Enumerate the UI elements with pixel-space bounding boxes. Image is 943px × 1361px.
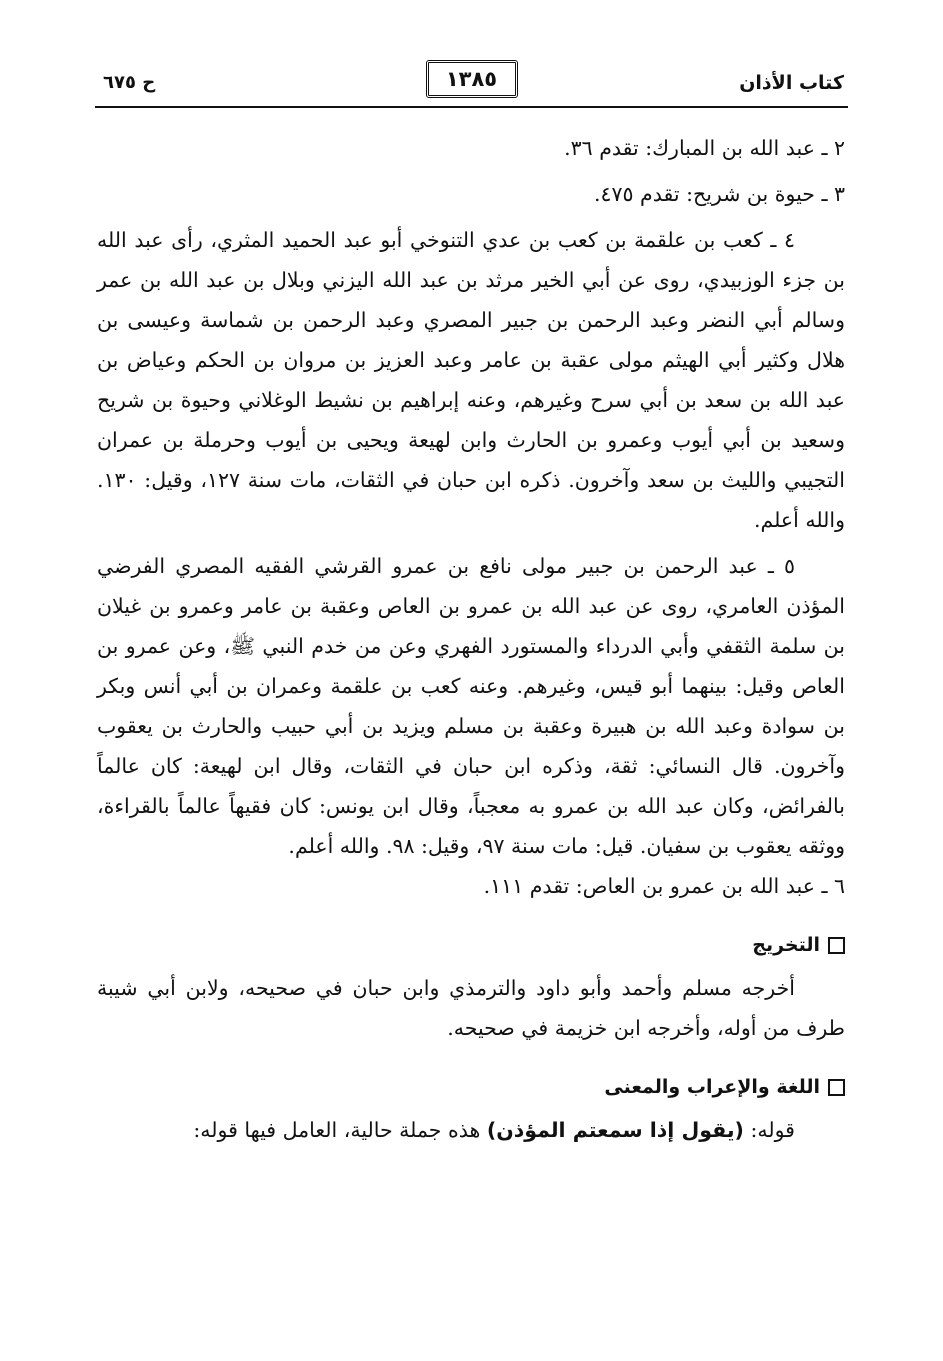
takhrij-body: أخرجه مسلم وأحمد وأبو داود والترمذي وابن حبان في صحيحه، ولابن أبي شيبة طرف من أوله، وأخرجه ابن خزيمة في صحيحه. <box>97 976 845 1040</box>
book-title: كتاب الأذان <box>739 72 844 94</box>
header-divider <box>95 106 848 108</box>
hadith-reference: ح ٦٧٥ <box>103 72 156 93</box>
narrator-entry-2: ٢ ـ عبد الله بن المبارك: تقدم ٣٦. <box>564 136 845 160</box>
lugha-quote: (يقول إذا سمعتم المؤذن) <box>486 1118 744 1142</box>
narrator-entry-4: ٤ ـ كعب بن علقمة بن كعب بن عدي التنوخي أبو عبد الحميد المثري، رأى عبد الله بن جزء الوزبيدي، روى عن أبي الخير مرثد بن عبد الله اليزني وبلال بن عبد الله بن عمر وسالم أبي النضر وعبد الرحمن بن جبير المصري وعبد الرحمن بن شماسة وعيسى بن هلال وكثير أبي الهيثم مولى عقبة بن عامر وعبد العزيز بن مروان بن الحكم وعياض بن عبد الله بن سعد بن أبي سرح وغيرهم، وعنه إبراهيم بن نشيط الوغلاني وحيوة بن شريح وسعيد بن أبي أيوب وعمرو بن الحارث وابن لهيعة ويحيى بن أيوب وحرملة بن عمران التجيبي والليث بن سعد وآخرون. ذكره ابن حبان في الثقات، مات سنة ١٢٧، وقيل: ١٣٠. والله أعلم. <box>97 228 845 532</box>
page-header <box>95 58 848 108</box>
hadith-number-box: ١٣٨٥ <box>426 60 518 98</box>
takhrij-title: التخريج <box>752 934 820 956</box>
lugha-title: اللغة والإعراب والمعنى <box>604 1076 820 1098</box>
lugha-prefix: قوله: <box>750 1118 795 1142</box>
narrator-entry-5: ٥ ـ عبد الرحمن بن جبير مولى نافع بن عمرو القرشي الفقيه المصري الفرضي المؤذن العامري، روى عن عبد الله بن عمرو بن العاص وعقبة بن عامر وعمرو بن غيلان بن سلمة الثقفي وأبي الدرداء والمستورد الفهري وعن من خدم النبي ﷺ، وعن عمرو بن العاص وقيل: بينهما أبو قيس، وغيرهم. وعنه كعب بن علقمة وعمران بن أبي أنس وبكر بن سوادة وعبد الله بن هبيرة وعقبة بن مسلم ويزيد بن أبي حبيب والحارث بن يعقوب وآخرون. قال النسائي: ثقة، وذكره ابن حبان في الثقات، وقال ابن لهيعة: كان عالماً بالفرائض، وكان عبد الله بن عمرو به معجباً، وقال ابن يونس: كان فقيهاً عالماً بالقراءة، ووثقه يعقوب بن سفيان. قيل: مات سنة ٩٧، وقيل: ٩٨. والله أعلم. <box>97 554 845 858</box>
narrator-entry-3: ٣ ـ حيوة بن شريح: تقدم ٤٧٥. <box>593 182 845 206</box>
square-bullet-icon <box>828 937 845 954</box>
lugha-section <box>97 1072 845 1150</box>
lugha-heading <box>97 1072 845 1102</box>
page-content <box>97 128 845 1150</box>
lugha-rest: هذه جملة حالية، العامل فيها قوله: <box>193 1118 481 1142</box>
square-bullet-icon <box>828 1079 845 1096</box>
takhrij-heading <box>97 930 845 960</box>
takhrij-section <box>97 930 845 1048</box>
narrator-entry-6: ٦ ـ عبد الله بن عمرو بن العاص: تقدم ١١١. <box>483 874 845 898</box>
lugha-body <box>97 1110 845 1150</box>
